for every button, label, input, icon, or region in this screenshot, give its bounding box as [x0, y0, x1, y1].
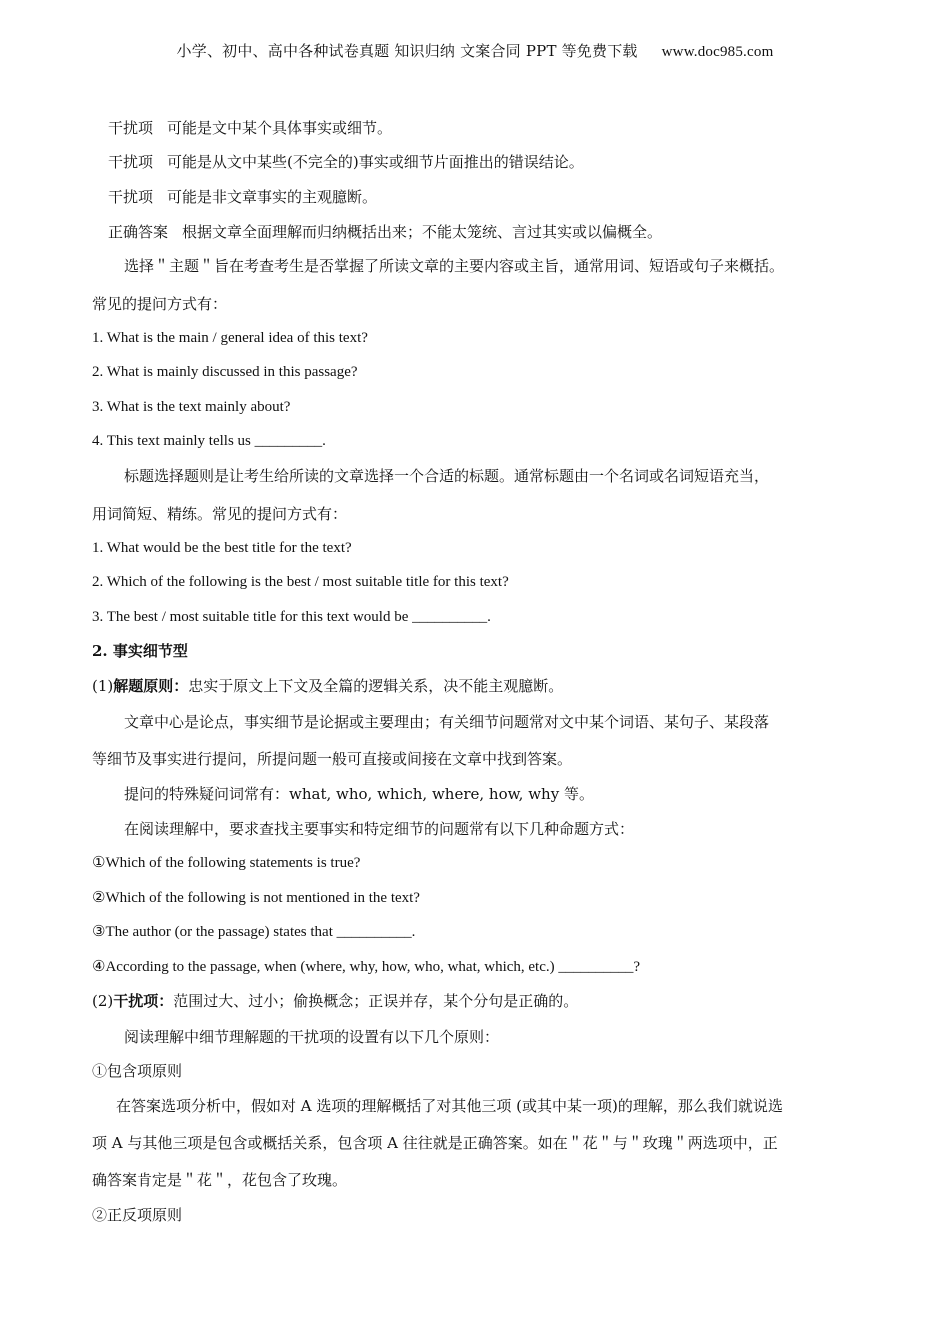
theme-intro-line-1: 选择＂主题＂旨在考查考生是否掌握了所读文章的主要内容或主旨，通常用词、短语或句子来概括。 [124, 257, 785, 275]
principle-line [92, 676, 563, 696]
rule-2-heading: ②正反项原则 [92, 1206, 183, 1224]
correct-answer-line [108, 222, 662, 242]
question-forms-intro: 在阅读理解中，要求查找主要事实和特定细节的问题常有以下几种命题方式： [124, 820, 635, 838]
distractor-rule-line [92, 991, 578, 1011]
header-text: 小学、初中、高中各种试卷真题 知识归纳 文案合同 PPT 等免费下载 [176, 42, 638, 60]
title-question-2: 2. Which of the following is the best / most suitable title for this text? [92, 574, 509, 590]
theme-question-2: 2. What is mainly discussed in this passage? [92, 364, 358, 380]
rule-1-heading: ①包含项原则 [92, 1062, 183, 1080]
distractor-text: 可能是非文章事实的主观臆断。 [167, 188, 378, 206]
theme-question-3: 3. What is the text mainly about? [92, 399, 291, 415]
title-question-3: 3. The best / most suitable title for this text would be __________. [92, 609, 491, 625]
distractor-line-3 [108, 187, 377, 207]
theme-question-4: 4. This text mainly tells us _________. [92, 433, 326, 449]
page-header [0, 40, 950, 61]
principle-label: 解题原则： [113, 677, 189, 695]
correct-text: 根据文章全面理解而归纳概括出来；不能太笼统、言过其实或以偏概全。 [182, 223, 663, 241]
distractor-number: (2) [92, 992, 114, 1010]
distractor-principles-intro: 阅读理解中细节理解题的干扰项的设置有以下几个原则： [124, 1028, 500, 1046]
rule-1-para-line-2: 项 A 与其他三项是包含或概括关系，包含项 A 往往就是正确答案。如在＂花＂与＂玫瑰＂两选项中，正 [92, 1134, 778, 1152]
theme-intro-line-2: 常见的提问方式有： [92, 295, 228, 313]
distractor-rule-label: 干扰项： [113, 992, 174, 1010]
detail-question-2: ②Which of the following is not mentioned in the text? [92, 890, 420, 906]
section-heading: 2. 事实细节型 [92, 642, 188, 660]
correct-label: 正确答案 [108, 223, 169, 241]
rule-1-para-line-1: 在答案选项分析中，假如对 A 选项的理解概括了对其他三项 (或其中某一项)的理解，那么我们就说选 [116, 1097, 783, 1115]
detail-question-3: ③The author (or the passage) states that __________. [92, 924, 416, 940]
detail-para-line-2: 等细节及事实进行提问，所提问题一般可直接或间接在文章中找到答案。 [92, 750, 573, 768]
principle-number: (1) [92, 677, 114, 695]
distractor-text: 可能是从文中某些(不完全的)事实或细节片面推出的错误结论。 [167, 153, 584, 171]
detail-para-line-1: 文章中心是论点，事实细节是论据或主要理由；有关细节问题常对文中某个词语、某句子、某段落 [124, 713, 770, 731]
title-question-1: 1. What would be the best title for the text? [92, 540, 352, 556]
detail-question-1: ①Which of the following statements is true? [92, 855, 361, 871]
distractor-label: 干扰项 [108, 119, 154, 137]
rule-1-para-line-3: 确答案肯定是＂花＂，花包含了玫瑰。 [92, 1171, 348, 1189]
principle-text: 忠实于原文上下文及全篇的逻辑关系，决不能主观臆断。 [188, 677, 564, 695]
distractor-rule-text: 范围过大、过小；偷换概念；正误并存，某个分句是正确的。 [173, 992, 579, 1010]
distractor-label: 干扰项 [108, 153, 154, 171]
theme-question-1: 1. What is the main / general idea of this text? [92, 330, 368, 346]
distractor-line-1 [108, 118, 392, 138]
distractor-label: 干扰项 [108, 188, 154, 206]
distractor-text: 可能是文中某个具体事实或细节。 [167, 119, 393, 137]
question-words-line: 提问的特殊疑问词常有：what, who, which, where, how, why 等。 [124, 785, 594, 803]
title-intro-line-2: 用词简短、精练。常见的提问方式有： [92, 505, 348, 523]
header-site-link[interactable]: www.doc985.com [661, 44, 774, 60]
title-intro-line-1: 标题选择题则是让考生给所读的文章选择一个合适的标题。通常标题由一个名词或名词短语充当， [124, 467, 770, 485]
detail-question-4: ④According to the passage, when (where, why, how, who, what, which, etc.) __________? [92, 959, 641, 975]
distractor-line-2 [108, 152, 584, 172]
